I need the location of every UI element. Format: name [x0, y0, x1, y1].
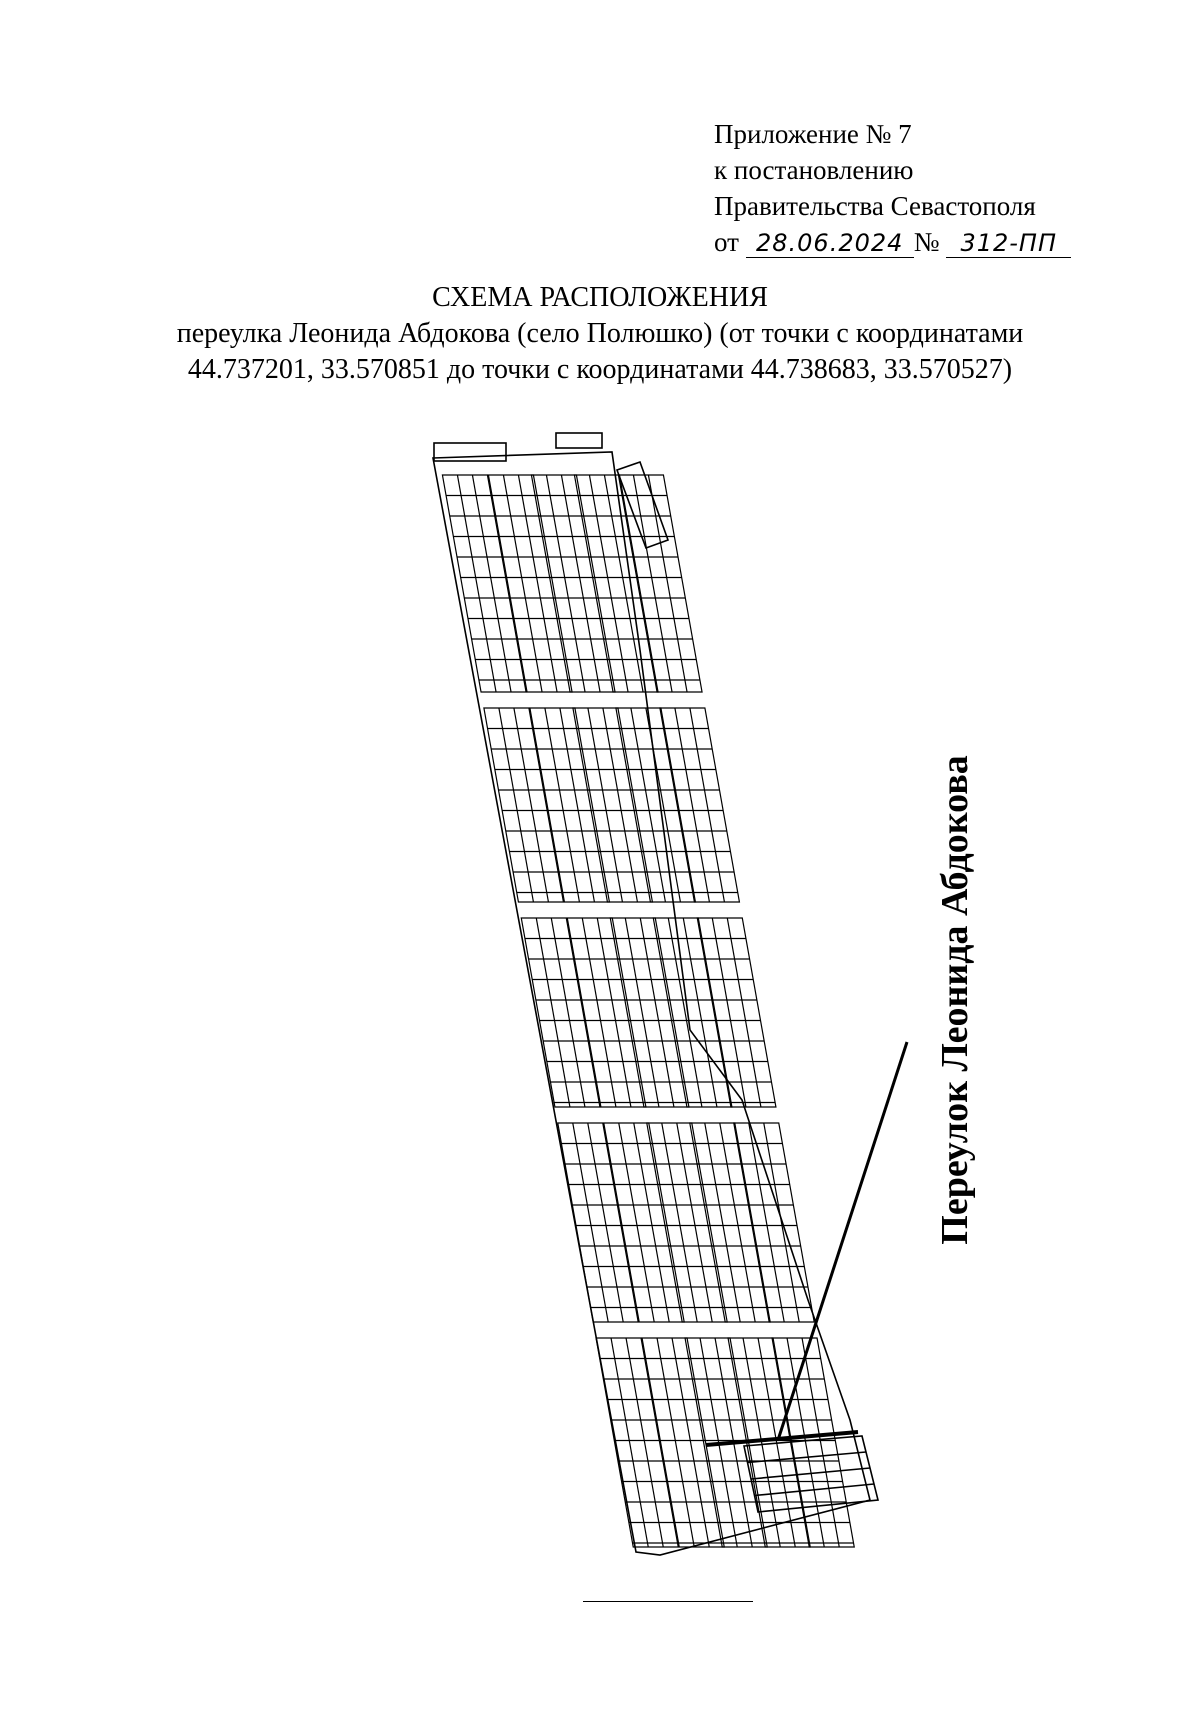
parcel-divider [749, 1123, 784, 1322]
parcel-block [690, 1123, 770, 1322]
parcel-block [647, 1123, 727, 1322]
parcel-divider [727, 918, 761, 1107]
parcel-block [573, 708, 653, 902]
parcel-divider [626, 1338, 663, 1547]
footer-divider [583, 1601, 753, 1602]
number-prefix: № [913, 227, 940, 257]
appendix-authority: Правительства Севастополя [714, 191, 1036, 221]
parcel-divider [545, 708, 580, 902]
parcel-block [484, 708, 564, 902]
parcel-divider [536, 918, 570, 1107]
handwritten-number: 312-ПП [946, 229, 1071, 258]
parcel-block [653, 918, 732, 1107]
parcel-divider [514, 708, 549, 902]
parcel-divider [764, 1123, 799, 1322]
street-name-label: Переулок Леонида Абдокова [934, 755, 976, 1245]
parcel-block [596, 1338, 678, 1547]
parcel-divider [597, 918, 631, 1107]
title-heading: СХЕМА РАСПОЛОЖЕНИЯ [432, 282, 768, 313]
parcel-divider [712, 918, 746, 1107]
parcel-block [660, 708, 740, 902]
parcel-divider [582, 918, 616, 1107]
parcel-divider [499, 708, 534, 902]
parcel-divider [690, 708, 725, 902]
building [556, 433, 602, 448]
parcel-block [616, 708, 696, 902]
parcel-grid [442, 475, 854, 1547]
parcel-block [530, 708, 610, 902]
parcel-divider [619, 1123, 654, 1322]
parcel-divider [640, 918, 674, 1107]
handwritten-date: 28.06.2024 [746, 229, 914, 258]
parcel-divider [675, 708, 710, 902]
title-description: переулка Леонида Абдокова (село Полюшко) (от точки с координатами [176, 318, 1024, 349]
parcel-block [734, 1123, 814, 1322]
parcel-block [604, 1123, 684, 1322]
parcel-divider [720, 1123, 755, 1322]
appendix-reference: к постановлению [714, 155, 914, 185]
leader-line [778, 1042, 907, 1440]
appendix-number: Приложение № 7 [714, 119, 912, 149]
parcel-block [558, 1123, 638, 1322]
parcel-divider [625, 918, 659, 1107]
parcel-block [697, 918, 776, 1107]
parcel-block [521, 918, 600, 1107]
parcel-divider [573, 1123, 608, 1322]
date-prefix: от [714, 227, 739, 257]
parcel-block [610, 918, 689, 1107]
parcel-block [567, 918, 646, 1107]
parcel-divider [588, 1123, 623, 1322]
parcel-divider [551, 918, 585, 1107]
parcel-divider [603, 708, 638, 902]
title-coordinates: 44.737201, 33.570851 до точки с координатами 44.738683, 33.570527) [187, 354, 1013, 385]
parcel-divider [560, 708, 595, 902]
parcel-divider [588, 708, 623, 902]
parcel-divider [657, 1338, 694, 1547]
parcel-divider [668, 918, 702, 1107]
